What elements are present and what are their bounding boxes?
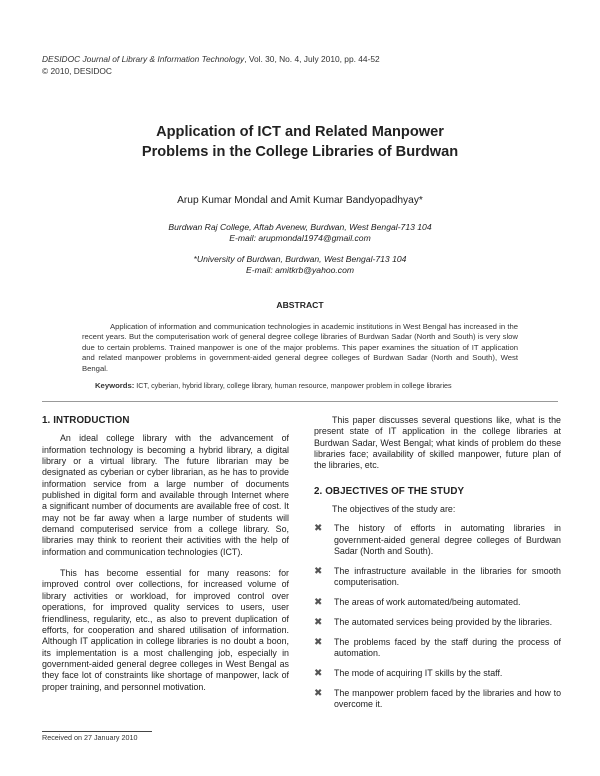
list-item: ✖ The manpower problem faced by the libraries and how to overcome it. xyxy=(314,687,561,710)
journal-name: DESIDOC Journal of Library & Information Technology xyxy=(42,54,245,64)
section-1-heading: 1. INTRODUCTION xyxy=(42,415,130,426)
intro-paragraph-1: An ideal college library with the advancement of information technology is becoming a hybrid library, a digital library or a virtual library. The future librarian may be designated as cyberian or cyber librarian, as he has to provide information service from a large number of documents published in digital form and available through Internet where a significant number of documents are available free of cost. It may not be far away when a large number of students will demand computerised service from a college library. So, libraries may think to reorient their activities with the help of information and communication technologies (ICT). xyxy=(42,433,289,557)
keywords xyxy=(95,381,540,390)
section-2-heading: 2. OBJECTIVES OF THE STUDY xyxy=(314,485,465,497)
divider xyxy=(42,401,558,402)
affiliation-1-email: E-mail: arupmondal1974@gmail.com xyxy=(229,233,371,243)
list-item: ✖ The history of efforts in automating libraries in government-aided general degree colleges of Burdwan Sadar (North and South). xyxy=(314,523,561,557)
right-paragraph-1: This paper discusses several questions like, what is the present state of IT application in the college libraries at Burdwan Sadar, West Bengal; what kinds of problem do these libraries face; availability of skilled manpower, future plan of the libraries, etc. xyxy=(314,415,561,471)
list-item: ✖ The infrastructure available in the libraries for smooth computerisation. xyxy=(314,565,561,588)
received-date: Received on 27 January 2010 xyxy=(42,733,138,742)
keywords-text: ICT, cyberian, hybrid library, college library, human resource, manpower problem in college libraries xyxy=(134,381,452,390)
affiliation-2 xyxy=(60,254,540,276)
bullet-cross-icon: ✖ xyxy=(314,687,323,699)
bullet-cross-icon: ✖ xyxy=(314,523,323,535)
list-item: ✖ The automated services being provided by the libraries. xyxy=(314,616,553,628)
bullet-cross-icon: ✖ xyxy=(314,636,323,648)
left-column xyxy=(42,415,289,693)
bullet-cross-icon: ✖ xyxy=(314,565,323,577)
objectives-intro: The objectives of the study are: xyxy=(332,504,456,515)
list-item: ✖ The mode of acquiring IT skills by the staff. xyxy=(314,668,503,679)
right-column xyxy=(314,415,561,719)
bullet-cross-icon: ✖ xyxy=(314,616,323,628)
bullet-cross-icon: ✖ xyxy=(314,597,323,609)
paper-title xyxy=(60,122,540,162)
title-line-1: Application of ICT and Related Manpower xyxy=(156,124,444,140)
bullet-cross-icon: ✖ xyxy=(314,668,323,679)
journal-details: , Vol. 30, No. 4, July 2010, pp. 44-52 xyxy=(244,54,380,64)
abstract-text: Application of information and communication technologies in academic institutions in West Bengal has increased in the recent years. But the computerisation work of general degree college libraries of Burdwan Sadar (North and South) is very slow due to certain problems. Trained manpower is one of the major problems. This paper examines the situation of IT application and related manpower problems in government-aided general degree colleges of Burdwan Sadar (North and South), West Bengal. xyxy=(82,322,518,373)
journal-header xyxy=(42,53,380,77)
affiliation-1 xyxy=(60,222,540,244)
keywords-label: Keywords: xyxy=(95,381,135,390)
footnote-rule xyxy=(42,731,152,732)
copyright: © 2010, DESIDOC xyxy=(42,66,112,76)
journal-citation xyxy=(42,53,380,65)
affiliation-1-address: Burdwan Raj College, Aftab Avenew, Burdwan, West Bengal-713 104 xyxy=(168,222,432,232)
intro-paragraph-2: This has become essential for many reasons: for improved control over collections, for increased volume of library activities or workload, for improved control over operations, for improved quality services to users, user friendliness, regularity, etc., as also to prevent duplication of efforts, for cooperation and shared utilisation of information. Although IT application in college libraries is no doubt a boon, its implementation is a most challenging job, especially in government-aided general degree colleges in West Bengal as they face lot of constraints like shortage of manpower, lack of proper training, and personnel motivation. xyxy=(42,568,289,692)
authors: Arup Kumar Mondal and Amit Kumar Bandyopadhyay* xyxy=(177,195,423,206)
affiliation-2-email: E-mail: amitkrb@yahoo.com xyxy=(245,265,355,275)
list-item: ✖ The problems faced by the staff during the process of automation. xyxy=(314,636,561,659)
objectives-list xyxy=(314,523,561,710)
affiliation-2-address: *University of Burdwan, Burdwan, West Bengal-713 104 xyxy=(193,254,407,264)
abstract-heading: ABSTRACT xyxy=(276,300,324,310)
list-item: ✖ The areas of work automated/being automated. xyxy=(314,597,521,609)
title-line-2: Problems in the College Libraries of Burdwan xyxy=(141,144,459,160)
